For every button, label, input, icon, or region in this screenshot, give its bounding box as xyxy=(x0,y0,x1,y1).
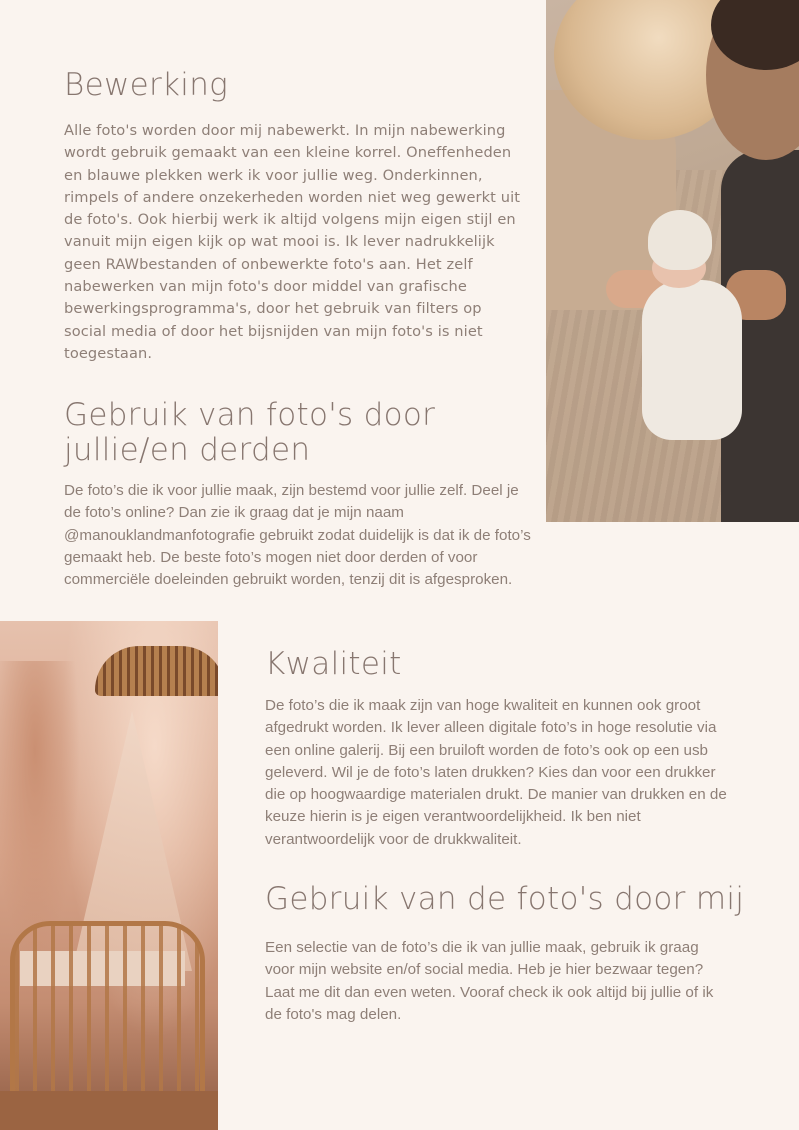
rattan-crib-shape xyxy=(10,921,205,1111)
section-text-kwaliteit: De foto’s die ik maak zijn van hoge kwaliteit en kunnen ook groot afgedrukt worden. Ik lever alleen digitale foto’s in hoge resolutie via een online galerij. Bij een bruiloft worden de foto’s ook op een usb geleverd. Wil je de foto’s laten drukken? Kies dan voor een drukker die op hoogwaardige materialen drukt. De manier van drukken en de keuze hierin is je eigen verantwoordelijkheid. Ik ben niet verantwoordelijk voor de drukkwaliteit. xyxy=(265,697,727,848)
section-title-gebruik-mij: Gebruik van de foto's door mij xyxy=(265,881,745,917)
baby-hat-shape xyxy=(648,210,712,270)
pampas-grass-shape xyxy=(0,661,80,961)
baby-body-shape xyxy=(642,280,742,440)
section-text-gebruik-mij: Een selectie van de foto’s die ik van jullie maak, gebruik ik graag voor mijn website en/of social media. Heb je hier bezwaar tegen? Laat me dit dan even weten. Vooraf check ik ook altijd bij jullie of ik de foto's mag delen. xyxy=(265,939,714,1023)
section-text-gebruik-jullie: De foto’s die ik voor jullie maak, zijn bestemd voor jullie zelf. Deel je de foto’s online? Dan zie ik graag dat je mijn naam @manouklandmanfotografie gebruikt zodat duidelijk is dat ik de foto’s gemaakt heb. De beste foto’s mogen niet door derden of voor commerciële doeleinden gebruikt worden, tenzij dit is afgesproken. xyxy=(64,482,531,589)
nursery-photo xyxy=(0,621,218,1130)
section-title-gebruik-jullie: Gebruik van foto's door jullie/en derden xyxy=(64,397,436,468)
family-newborn-photo xyxy=(546,0,799,522)
rattan-lamp-shape xyxy=(95,646,218,696)
section-title-kwaliteit: Kwaliteit xyxy=(265,646,402,682)
section-text-bewerking: Alle foto's worden door mij nabewerkt. In mijn nabewerking wordt gebruik gemaakt van een kleine korrel. Oneffenheden en blauwe plekken werk ik voor jullie weg. Onderkinnen, rimpels of andere onzekerheden worden niet weg gewerkt uit de foto's. Ook hierbij werk ik altijd volgens mijn eigen stijl en vanuit mijn eigen kijk op wat mooi is. Ik lever nadrukkelijk geen RAWbestanden of onbewerkte foto's aan. Het zelf nabewerken van mijn foto's door middel van grafische bewerkingsprogramma's, door het gebruik van filters op social media of door het bijsnijden van mijn foto's is niet toegestaan. xyxy=(64,122,521,362)
section-title-bewerking: Bewerking xyxy=(64,67,229,103)
floor-shape xyxy=(0,1091,218,1130)
